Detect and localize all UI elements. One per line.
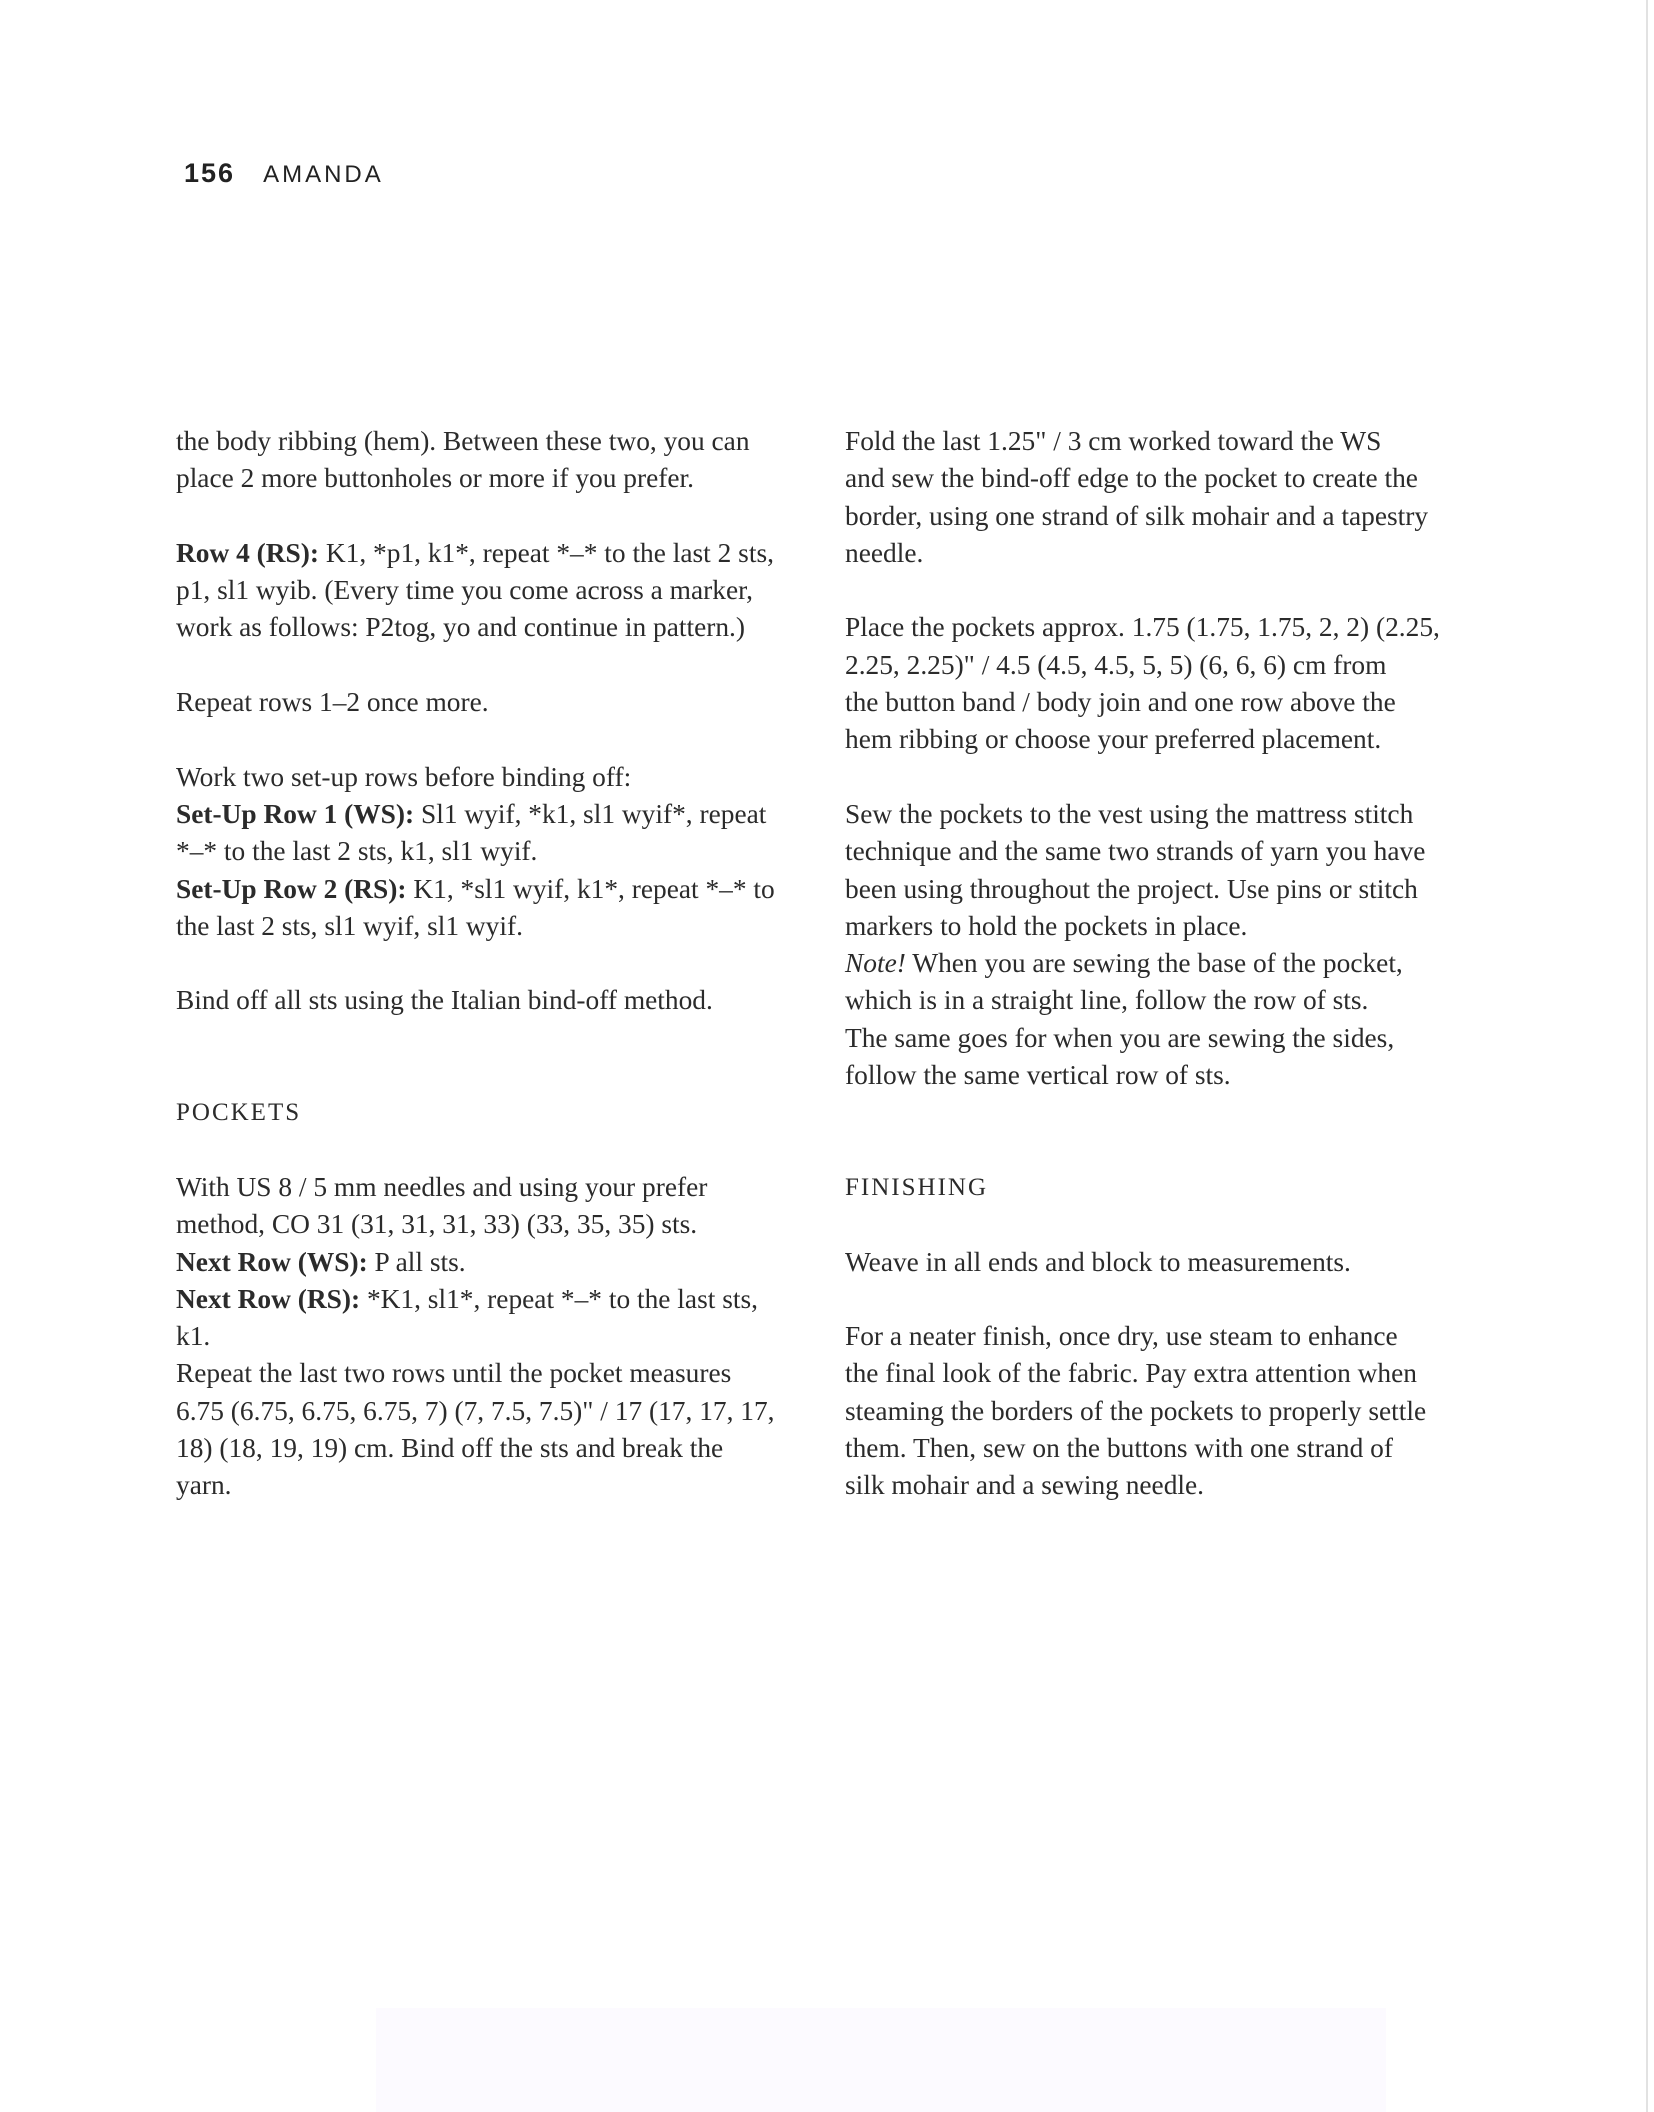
- next-row-ws-label: Next Row (WS):: [176, 1246, 368, 1277]
- paragraph-pockets: With US 8 / 5 mm needles and using your prefer method, CO 31 (31, 31, 31, 33) (33, 35, 35) sts. Next Row (WS): P all sts. Next Row (RS): *K1, sl1*, repeat *–* to the last sts, k1. Repeat the last two rows until the pocket measures 6.75 (6.75, 6.75, 6.75, 7) (7, 7.5, 7.5)" / 17 (17, 17, 17, 18) (18, 19, 19) cm. Bind off the sts and break the yarn.: [176, 1171, 775, 1501]
- paragraph-neater: For a neater finish, once dry, use steam to enhance the final look of the fabric. Pay extra attention when steaming the borders of the pockets to properly settle them. Then, sew on the buttons with one strand of silk mohair and a sewing needle.: [845, 1321, 1427, 1501]
- note-label: Note!: [845, 948, 906, 979]
- paragraph-weave: Weave in all ends and block to measurements.: [845, 1246, 1351, 1277]
- paragraph-place: Place the pockets approx. 1.75 (1.75, 1.75, 2, 2) (2.25, 2.25, 2.25)" / 4.5 (4.5, 4.5, 5, 5) (6, 6, 6) cm from the button band / body join and one row above the hem ribbing or choose your preferred placement.: [845, 612, 1440, 755]
- next-row-rs-label: Next Row (RS):: [176, 1283, 361, 1314]
- pockets-heading: POCKETS: [176, 1099, 302, 1127]
- bottom-shade: [376, 2008, 1386, 2112]
- page-edge-divider: [1646, 0, 1648, 2112]
- paragraph-hem: the body ribbing (hem). Between these two, you can place 2 more buttonholes or more if you prefer.: [176, 426, 750, 494]
- left-column: [176, 423, 806, 1542]
- paragraph-repeat: Repeat rows 1–2 once more.: [176, 687, 489, 718]
- setup1-label: Set-Up Row 1 (WS):: [176, 798, 415, 829]
- running-header: [184, 158, 384, 189]
- paragraph-fold: Fold the last 1.25" / 3 cm worked toward the WS and sew the bind-off edge to the pocket to create the border, using one strand of silk mohair and a tapestry needle.: [845, 426, 1429, 568]
- paragraph-row4: Row 4 (RS): K1, *p1, k1*, repeat *–* to the last 2 sts, p1, sl1 wyib. (Every time you come across a marker, work as follows: P2tog, yo and continue in pattern.): [176, 537, 774, 643]
- right-column: [845, 423, 1485, 1542]
- setup2-label: Set-Up Row 2 (RS):: [176, 873, 407, 904]
- finishing-heading: FINISHING: [845, 1173, 988, 1201]
- chapter-title: AMANDA: [263, 161, 384, 188]
- paragraph-bindoff: Bind off all sts using the Italian bind-off method.: [176, 985, 713, 1016]
- page-number: 156: [184, 158, 236, 188]
- row4-label: Row 4 (RS):: [176, 537, 320, 568]
- paragraph-sew: Sew the pockets to the vest using the mattress stitch technique and the same two strands of yarn you have been using throughout the project. Use pins or stitch markers to hold the pockets in place. Note! When you are sewing the base of the pocket, which is in a straight line, follow the row of sts. The same goes for when you are sewing the sides, follow the same vertical row of sts.: [845, 798, 1426, 1091]
- paragraph-setup: Work two set-up rows before binding off: Set-Up Row 1 (WS): Sl1 wyif, *k1, sl1 wyif*, repeat *–* to the last 2 sts, k1, sl1 wyif. Set-Up Row 2 (RS): K1, *sl1 wyif, k1*, repeat *–* to the last 2 sts, sl1 wyif, sl1 wyif.: [176, 761, 775, 941]
